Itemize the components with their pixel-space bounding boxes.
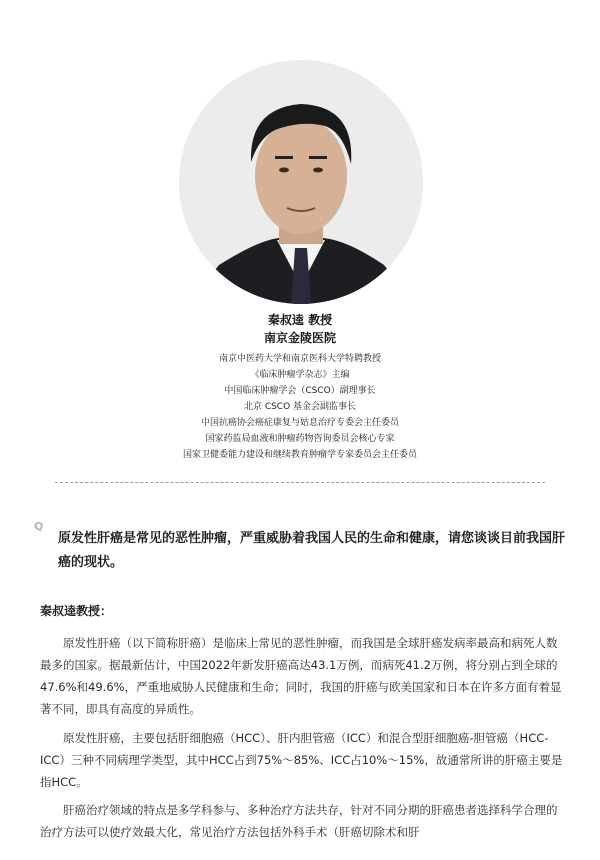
interview-question: 原发性肝癌是常见的恶性肿瘤，严重威胁着我国人民的生命和健康，请您谈谈目前我国肝癌的现状。: [58, 531, 566, 570]
credential-line: 北京 CSCO 基金会副监事长: [243, 402, 357, 412]
credential-line: 中国抗癌协会癌症康复与姑息治疗专委会主任委员: [200, 418, 399, 428]
credential-line: 中国临床肿瘤学会（CSCO）副理事长: [224, 386, 376, 396]
answer-paragraph: 原发性肝癌，主要包括肝细胞癌（HCC）、肝内胆管癌（ICC）和混合型肝细胞癌-胆管癌（HCC-ICC）三种不同病理学类型，其中HCC占到75%～85%、ICC占10%～15%，故通常所讲的肝癌主要是指HCC。: [40, 731, 563, 789]
credential-line: 国家卫健委能力建设和继续教育肿瘤学专家委员会主任委员: [182, 450, 417, 460]
answer-paragraph: 肝癌治疗领域的特点是多学科参与、多种治疗方法共存，针对不同分期的肝癌患者选择科学合理的治疗方法可以使疗效最大化，常见治疗方法包括外科手术（肝癌切除术和肝: [40, 803, 558, 839]
portrait-photo: [179, 60, 423, 304]
expert-name: 秦叔逵 教授: [267, 313, 333, 327]
portrait-illustration: [179, 60, 423, 304]
profile-block: [0, 311, 600, 463]
expert-hospital: 南京金陵医院: [263, 331, 336, 345]
answer-paragraph: 原发性肝癌（以下简称肝癌）是临床上常见的恶性肿瘤，而我国是全球肝癌发病率最高和病死人数最多的国家。据最新估计，中国2022年新发肝癌高达43.1万例，而病死41.2万例，将分别占到全球的47.6%和49.6%，严重地威胁人民健康和生命；同时，我国的肝癌与欧美国家和日本在许多方面有着显著不同，即具有高度的异质性。: [40, 636, 562, 716]
credential-line: 《临床肿瘤学杂志》主编: [250, 370, 350, 380]
section-divider: [55, 482, 545, 483]
question-mark-label: Q: [34, 520, 44, 533]
credential-line: 国家药监局血液和肿瘤药物咨询委员会核心专家: [205, 434, 395, 444]
answer-speaker: 秦叔逵教授：: [40, 604, 113, 618]
credential-line: 南京中医药大学和南京医科大学特聘教授: [218, 354, 381, 364]
